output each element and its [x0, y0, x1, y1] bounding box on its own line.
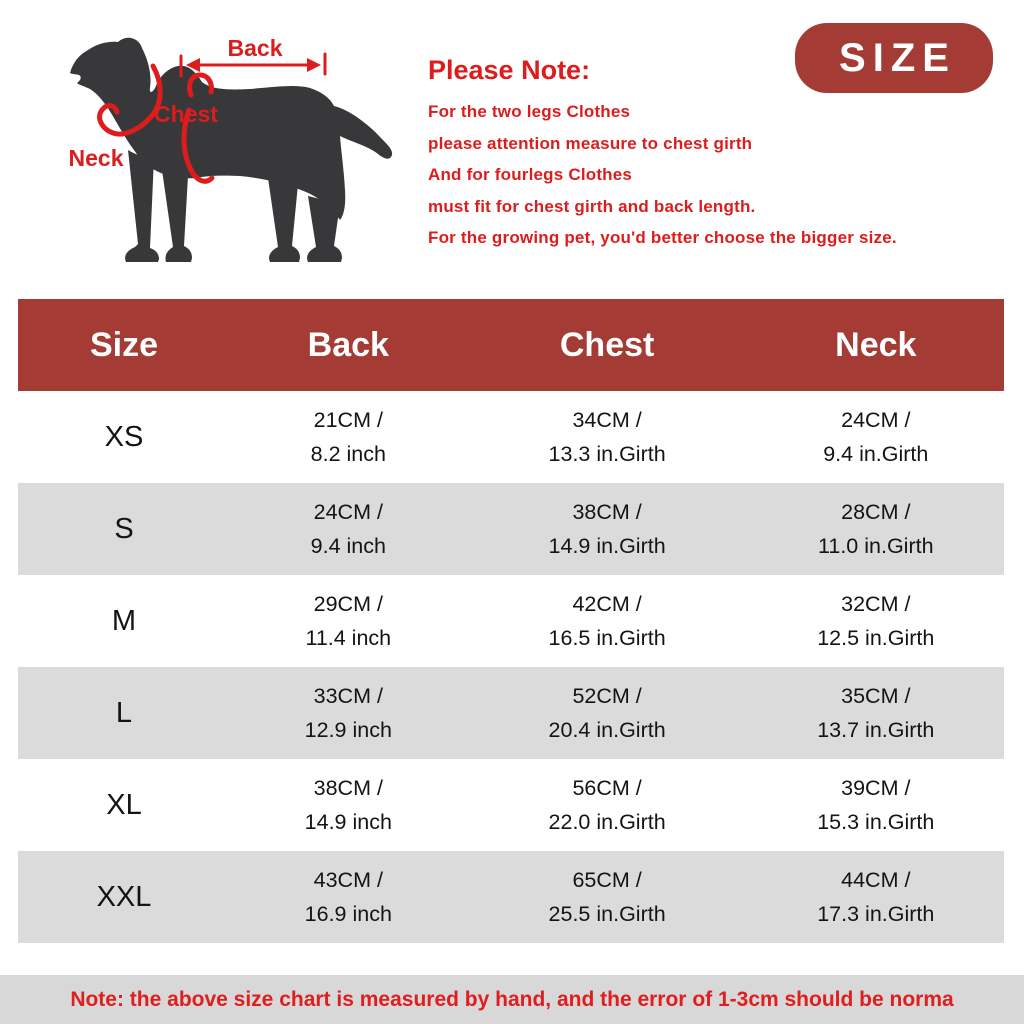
cell-line: 16.9 inch	[304, 902, 392, 926]
note-line: For the two legs Clothes	[428, 102, 631, 121]
size-value: M	[111, 604, 137, 637]
note-line: must fit for chest girth and back length.	[428, 196, 756, 216]
cell-line: 13.3 in.Girth	[548, 442, 666, 466]
table-row	[18, 759, 1004, 851]
cell-line: 14.9 in.Girth	[548, 534, 666, 558]
cell-line: 42CM /	[572, 592, 642, 616]
table-row	[18, 667, 1004, 759]
cell-line: 11.4 inch	[305, 626, 392, 650]
cell-line: 22.0 in.Girth	[548, 810, 666, 834]
chest-measure-label: Chest	[154, 101, 218, 127]
chest-value	[467, 771, 748, 839]
cell-line: 11.0 in.Girth	[818, 534, 934, 558]
header-size: Size	[89, 325, 159, 364]
cell-line: 14.9 inch	[304, 810, 392, 834]
chest-value	[467, 495, 748, 563]
header-chest: Chest	[559, 325, 655, 364]
cell-line: 24CM /	[313, 500, 383, 524]
cell-line: 20.4 in.Girth	[548, 718, 666, 742]
note-line: please attention measure to chest girth	[428, 133, 753, 153]
size-value: L	[115, 696, 133, 729]
neck-value	[748, 403, 1004, 471]
table-row	[18, 391, 1004, 483]
neck-value	[748, 587, 1004, 655]
please-note-title: Please Note:	[428, 55, 591, 85]
header-neck: Neck	[835, 325, 917, 364]
back-value	[230, 495, 467, 563]
dog-hind-leg	[268, 178, 300, 262]
cell-line: 35CM /	[841, 684, 911, 708]
cell-line: 65CM /	[572, 868, 642, 892]
chest-value	[467, 679, 748, 747]
cell-line: 32CM /	[841, 592, 911, 616]
back-value	[230, 863, 467, 931]
size-value: XS	[104, 420, 144, 453]
table-row	[18, 851, 1004, 943]
cell-line: 39CM /	[841, 776, 911, 800]
note-line: For the growing pet, you'd better choose the bigger size.	[428, 228, 897, 247]
chest-value	[467, 587, 748, 655]
cell-line: 13.7 in.Girth	[817, 718, 935, 742]
cell-line: 52CM /	[572, 684, 642, 708]
cell-line: 29CM /	[313, 592, 383, 616]
cell-line: 28CM /	[841, 500, 911, 524]
dog-front-leg-far	[162, 170, 192, 262]
cell-line: 44CM /	[841, 868, 911, 892]
cell-line: 38CM /	[313, 776, 383, 800]
size-badge: SIZE	[795, 23, 993, 93]
table-row	[18, 575, 1004, 667]
back-value	[230, 403, 467, 471]
cell-line: 16.5 in.Girth	[548, 626, 666, 650]
size-table	[18, 299, 1004, 943]
back-value	[230, 679, 467, 747]
neck-value	[748, 771, 1004, 839]
cell-line: 12.5 in.Girth	[817, 626, 935, 650]
cell-line: 34CM /	[572, 408, 642, 432]
footer-note-bar	[0, 975, 1024, 1024]
size-value: S	[114, 512, 134, 545]
cell-line: 15.3 in.Girth	[817, 810, 935, 834]
note-line: And for fourlegs Clothes	[428, 165, 633, 184]
cell-line: 38CM /	[572, 500, 642, 524]
cell-line: 21CM /	[313, 408, 383, 432]
dog-measurement-diagram	[0, 0, 430, 290]
cell-line: 8.2 inch	[310, 442, 386, 466]
neck-value	[748, 495, 1004, 563]
dog-diagram-svg	[0, 0, 430, 290]
cell-line: 17.3 in.Girth	[817, 902, 935, 926]
neck-value	[748, 679, 1004, 747]
arrowhead-right-icon	[307, 58, 321, 72]
cell-line: 43CM /	[313, 868, 383, 892]
cell-line: 12.9 inch	[304, 718, 392, 742]
header-back: Back	[307, 325, 389, 364]
footer-note-text: Note: the above size chart is measured by hand, and the error of 1-3cm should be norma	[70, 987, 954, 1011]
back-value	[230, 771, 467, 839]
cell-line: 25.5 in.Girth	[548, 902, 666, 926]
chest-value	[467, 403, 748, 471]
cell-line: 24CM /	[841, 408, 911, 432]
table-header-row	[18, 299, 1004, 391]
neck-measure-label: Neck	[68, 145, 124, 171]
cell-line: 9.4 in.Girth	[823, 442, 929, 466]
chest-value	[467, 863, 748, 931]
dog-hind-leg-far	[307, 196, 342, 262]
back-measure-label: Back	[227, 35, 283, 61]
table-row	[18, 483, 1004, 575]
back-value	[230, 587, 467, 655]
cell-line: 56CM /	[572, 776, 642, 800]
size-value: XL	[106, 788, 142, 821]
cell-line: 33CM /	[313, 684, 383, 708]
size-value: XXL	[96, 880, 152, 913]
cell-line: 9.4 inch	[310, 534, 386, 558]
neck-value	[748, 863, 1004, 931]
